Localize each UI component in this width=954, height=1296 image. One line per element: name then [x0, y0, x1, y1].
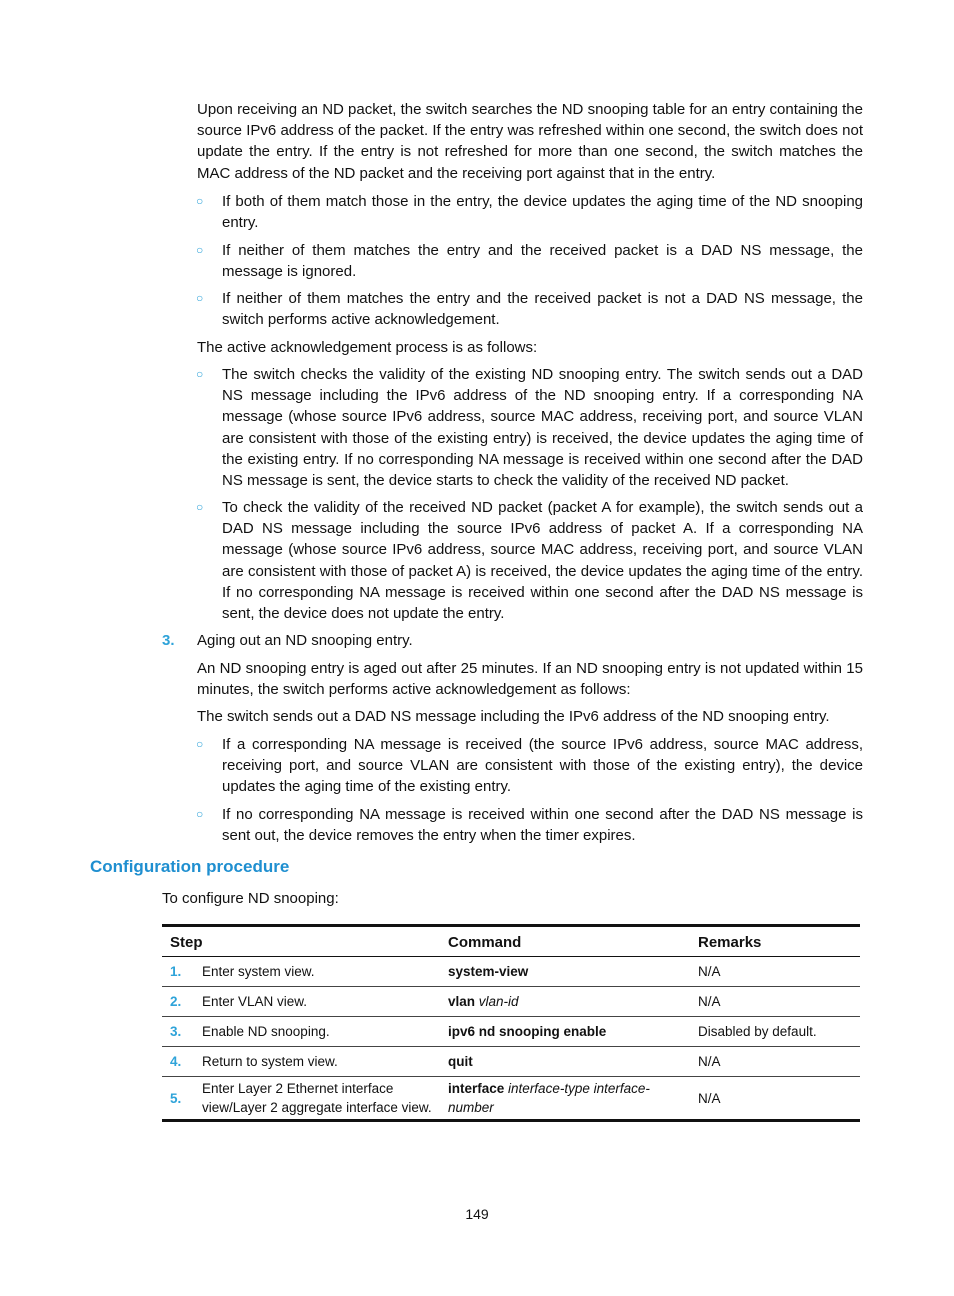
ack-bullet-1: The switch checks the validity of the existing ND snooping entry. The switch sends out a DAD NS message including the IPv6 address of the ND snooping entry. If a corresponding NA message (whose source IPv6 address, source MAC address, receiving port, and source VLAN are consistent with those of the existing entry) is received, the device updates the aging time of the existing entry. If no corresponding NA message is received within one second after the DAD NS message is sent, the device starts to check the validity of the received ND packet.	[222, 366, 863, 490]
command-cell	[440, 957, 690, 987]
table-row	[162, 1077, 860, 1121]
table-header-row	[162, 926, 860, 957]
configuration-table	[162, 924, 860, 1122]
hollow-circle-bullet-icon: ○	[196, 737, 204, 751]
hollow-circle-bullet-icon: ○	[196, 367, 204, 381]
table-row	[162, 1047, 860, 1077]
section-heading: Configuration procedure	[90, 857, 290, 876]
step-3-paragraph-1: An ND snooping entry is aged out after 25 minutes. If an ND snooping entry is not updated within 15 minutes, the switch performs active acknowledgement as follows:	[197, 660, 863, 699]
step-number: 4.	[162, 1047, 194, 1077]
hollow-circle-bullet-icon: ○	[196, 500, 204, 514]
command-cell	[440, 1077, 690, 1121]
page-number: 149	[465, 1206, 489, 1222]
command-cell	[440, 1047, 690, 1077]
intro-paragraph: Upon receiving an ND packet, the switch searches the ND snooping table for an entry containing the source IPv6 address of the packet. If the entry was refreshed within one second, the switch does not update the entry. If the entry is not refreshed for more than one second, the switch matches the MAC address of the ND packet and the receiving port against that in the entry.	[197, 101, 863, 182]
hollow-circle-bullet-icon: ○	[196, 243, 204, 257]
remarks-cell: Disabled by default.	[690, 1017, 860, 1047]
step-number: 3.	[162, 1017, 194, 1047]
ack-bullet-2: To check the validity of the received ND packet (packet A for example), the switch sends out a DAD NS message including the source IPv6 address of packet A. If a corresponding NA message (whose source IPv6 address, source MAC address, receiving port, and source VLAN are consistent with those of packet A) is received, the device updates the aging time of the entry. If no corresponding NA message is received within one second after the DAD NS message is sent, the device does not update the entry.	[222, 499, 863, 623]
remarks-cell: N/A	[690, 987, 860, 1017]
step-3-title: Aging out an ND snooping entry.	[197, 632, 413, 649]
step-description: Enter VLAN view.	[194, 987, 440, 1017]
step-description: Return to system view.	[194, 1047, 440, 1077]
remarks-cell: N/A	[690, 1047, 860, 1077]
command-argument: vlan-id	[478, 994, 519, 1009]
command-keyword: quit	[448, 1054, 473, 1069]
match-bullet-3: If neither of them matches the entry and the received packet is not a DAD NS message, the switch performs active acknowledgement.	[222, 290, 863, 329]
step-number: 5.	[162, 1077, 194, 1121]
section-intro: To configure ND snooping:	[162, 890, 339, 907]
hollow-circle-bullet-icon: ○	[196, 807, 204, 821]
command-keyword: system-view	[448, 964, 529, 979]
match-bullet-1: If both of them match those in the entry, the device updates the aging time of the ND snooping entry.	[222, 193, 863, 232]
ack-intro: The active acknowledgement process is as follows:	[197, 339, 538, 356]
table-row	[162, 987, 860, 1017]
step-3-bullet-2: If no corresponding NA message is received within one second after the DAD NS message is sent out, the device removes the entry when the timer expires.	[222, 806, 863, 845]
header-remarks: Remarks	[690, 926, 860, 957]
step-3-bullet-1: If a corresponding NA message is received (the source IPv6 address, source MAC address, receiving port, and source VLAN are consistent with those of the existing entry), the device updates the aging time of the existing entry.	[222, 736, 863, 796]
table-row	[162, 957, 860, 987]
step-number: 2.	[162, 987, 194, 1017]
header-step: Step	[162, 926, 440, 957]
step-description: Enable ND snooping.	[194, 1017, 440, 1047]
header-command: Command	[440, 926, 690, 957]
table-row	[162, 1017, 860, 1047]
remarks-cell: N/A	[690, 957, 860, 987]
match-bullet-2: If neither of them matches the entry and the received packet is a DAD NS message, the message is ignored.	[222, 242, 863, 281]
step-number: 1.	[162, 957, 194, 987]
hollow-circle-bullet-icon: ○	[196, 194, 204, 208]
step-description: Enter Layer 2 Ethernet interface view/Layer 2 aggregate interface view.	[194, 1077, 440, 1121]
remarks-cell: N/A	[690, 1077, 860, 1121]
step-3-number: 3.	[162, 632, 175, 649]
command-cell	[440, 987, 690, 1017]
command-argument: interface-type interface-number	[448, 1081, 650, 1115]
hollow-circle-bullet-icon: ○	[196, 291, 204, 305]
step-description: Enter system view.	[194, 957, 440, 987]
step-3-paragraph-2: The switch sends out a DAD NS message including the IPv6 address of the ND snooping entry.	[197, 708, 830, 725]
command-keyword: ipv6 nd snooping enable	[448, 1024, 607, 1039]
command-keyword: interface	[448, 1081, 505, 1096]
command-cell	[440, 1017, 690, 1047]
command-keyword: vlan	[448, 994, 476, 1009]
